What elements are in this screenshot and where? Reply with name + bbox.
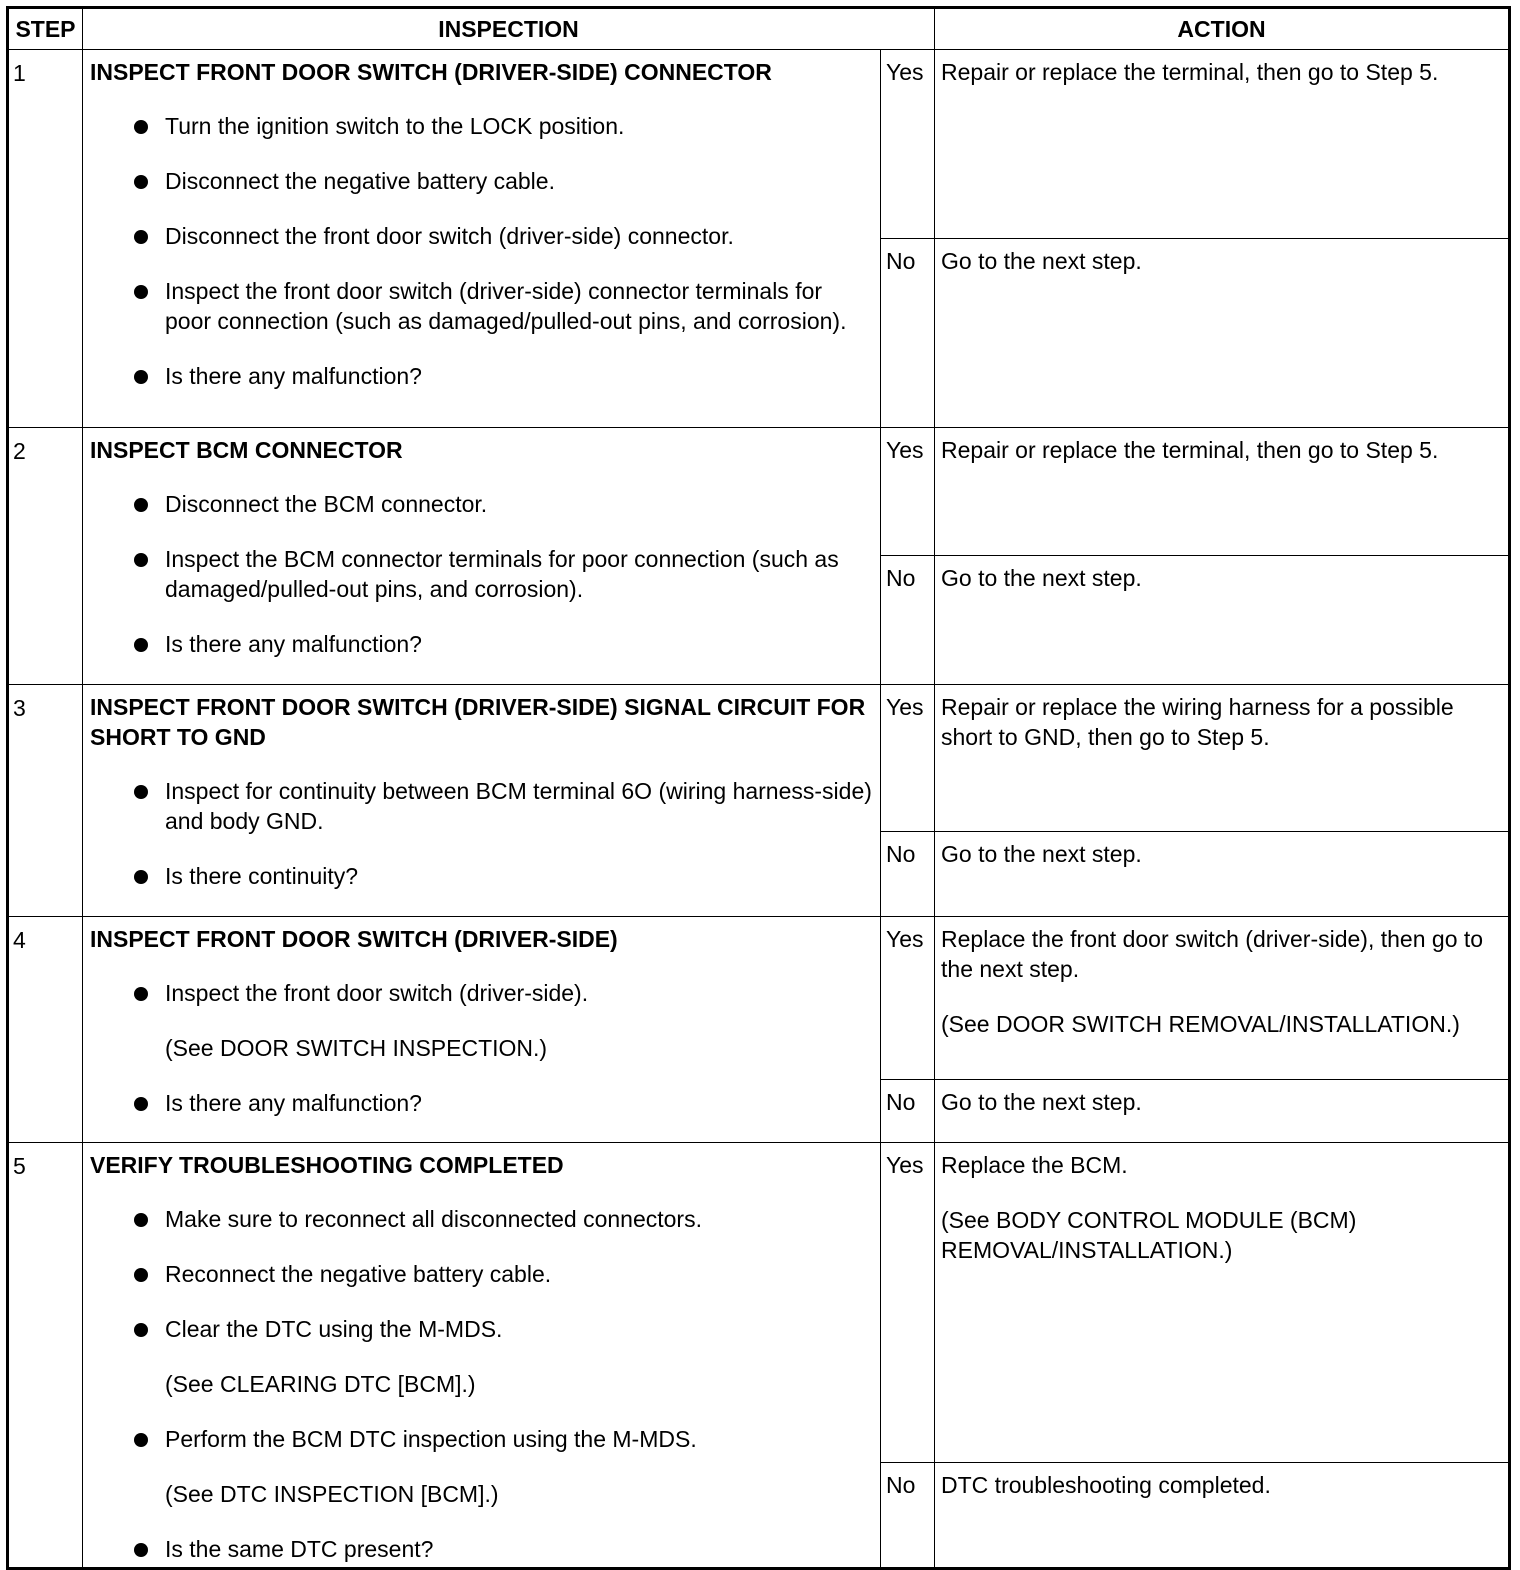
no-action: DTC troubleshooting completed. bbox=[935, 1463, 1510, 1569]
step-number: 4 bbox=[8, 917, 83, 1143]
list-item: Inspect the front door switch (driver-side). bbox=[90, 978, 874, 1008]
list-item: Inspect the BCM connector terminals for poor connection (such as damaged/pulled-out pins, and corrosion). bbox=[90, 544, 874, 604]
no-label: No bbox=[881, 239, 935, 428]
yes-action: Repair or replace the terminal, then go to Step 5. bbox=[935, 50, 1510, 239]
list-item: Turn the ignition switch to the LOCK position. bbox=[90, 111, 874, 141]
bullet-icon bbox=[134, 1097, 148, 1111]
list-item: Inspect for continuity between BCM terminal 6O (wiring harness-side) and body GND. bbox=[90, 776, 874, 836]
yes-action: Replace the front door switch (driver-side), then go to the next step. (See DOOR SWITCH REMOVAL/INSTALLATION.) bbox=[935, 917, 1510, 1080]
inspection-cell bbox=[83, 428, 881, 685]
yes-action: Repair or replace the wiring harness for a possible short to GND, then go to Step 5. bbox=[935, 685, 1510, 832]
yes-label: Yes bbox=[881, 1143, 935, 1463]
no-action: Go to the next step. bbox=[935, 1080, 1510, 1143]
table-row bbox=[8, 50, 1510, 239]
list-item: Is there any malfunction? bbox=[90, 1088, 874, 1118]
bullet-icon bbox=[134, 553, 148, 567]
yes-action: Replace the BCM. (See BODY CONTROL MODULE (BCM) REMOVAL/INSTALLATION.) bbox=[935, 1143, 1510, 1463]
step-number: 5 bbox=[8, 1143, 83, 1569]
list-item: Is there any malfunction? bbox=[90, 361, 874, 391]
table-row bbox=[8, 1143, 1510, 1463]
bullet-icon bbox=[134, 175, 148, 189]
bullet-icon bbox=[134, 1543, 148, 1557]
bullet-icon bbox=[134, 1268, 148, 1282]
header-action: ACTION bbox=[935, 8, 1510, 50]
list-item: Reconnect the negative battery cable. bbox=[90, 1259, 874, 1289]
list-item: Inspect the front door switch (driver-side) connector terminals for poor connection (such as damaged/pulled-out pins, and corrosion). bbox=[90, 276, 874, 336]
yes-label: Yes bbox=[881, 50, 935, 239]
no-label: No bbox=[881, 1080, 935, 1143]
table-row bbox=[8, 428, 1510, 556]
inspection-cell bbox=[83, 50, 881, 428]
see-reference: (See CLEARING DTC [BCM].) bbox=[165, 1371, 476, 1397]
inspection-cell bbox=[83, 917, 881, 1143]
step-number: 2 bbox=[8, 428, 83, 685]
bullet-icon bbox=[134, 785, 148, 799]
bullet-icon bbox=[134, 638, 148, 652]
list-item: Is the same DTC present? bbox=[90, 1534, 874, 1564]
bullet-icon bbox=[134, 1433, 148, 1447]
step-title: INSPECT BCM CONNECTOR bbox=[90, 437, 403, 463]
yes-action: Repair or replace the terminal, then go to Step 5. bbox=[935, 428, 1510, 556]
yes-label: Yes bbox=[881, 917, 935, 1080]
yes-label: Yes bbox=[881, 685, 935, 832]
header-step: STEP bbox=[8, 8, 83, 50]
list-item: Perform the BCM DTC inspection using the M-MDS. bbox=[90, 1424, 874, 1454]
list-item: Is there continuity? bbox=[90, 861, 874, 891]
see-reference: (See DTC INSPECTION [BCM].) bbox=[165, 1481, 499, 1507]
list-item: Disconnect the front door switch (driver-side) connector. bbox=[90, 221, 874, 251]
list-item: Is there any malfunction? bbox=[90, 629, 874, 659]
yes-label: Yes bbox=[881, 428, 935, 556]
bullet-icon bbox=[134, 1213, 148, 1227]
no-label: No bbox=[881, 1463, 935, 1569]
step-number: 1 bbox=[8, 50, 83, 428]
no-label: No bbox=[881, 831, 935, 916]
inspection-cell bbox=[83, 685, 881, 917]
see-reference: (See DOOR SWITCH INSPECTION.) bbox=[165, 1035, 548, 1061]
step-title: INSPECT FRONT DOOR SWITCH (DRIVER-SIDE) SIGNAL CIRCUIT FOR SHORT TO GND bbox=[90, 694, 866, 750]
no-action: Go to the next step. bbox=[935, 555, 1510, 684]
list-item: Make sure to reconnect all disconnected connectors. bbox=[90, 1204, 874, 1234]
header-row bbox=[8, 8, 1510, 50]
no-action: Go to the next step. bbox=[935, 239, 1510, 428]
bullet-icon bbox=[134, 498, 148, 512]
no-label: No bbox=[881, 555, 935, 684]
bullet-icon bbox=[134, 285, 148, 299]
table-row bbox=[8, 917, 1510, 1080]
troubleshooting-table bbox=[6, 6, 1511, 1570]
no-action: Go to the next step. bbox=[935, 831, 1510, 916]
inspection-cell bbox=[83, 1143, 881, 1569]
bullet-icon bbox=[134, 120, 148, 134]
list-item: Disconnect the negative battery cable. bbox=[90, 166, 874, 196]
list-item: Disconnect the BCM connector. bbox=[90, 489, 874, 519]
table-row bbox=[8, 685, 1510, 832]
header-inspection: INSPECTION bbox=[83, 8, 935, 50]
bullet-icon bbox=[134, 230, 148, 244]
step-title: INSPECT FRONT DOOR SWITCH (DRIVER-SIDE) CONNECTOR bbox=[90, 59, 772, 85]
bullet-icon bbox=[134, 370, 148, 384]
step-title: VERIFY TROUBLESHOOTING COMPLETED bbox=[90, 1152, 564, 1178]
step-number: 3 bbox=[8, 685, 83, 917]
bullet-icon bbox=[134, 1323, 148, 1337]
bullet-icon bbox=[134, 870, 148, 884]
step-title: INSPECT FRONT DOOR SWITCH (DRIVER-SIDE) bbox=[90, 926, 618, 952]
list-item: Clear the DTC using the M-MDS. bbox=[90, 1314, 874, 1344]
bullet-icon bbox=[134, 987, 148, 1001]
